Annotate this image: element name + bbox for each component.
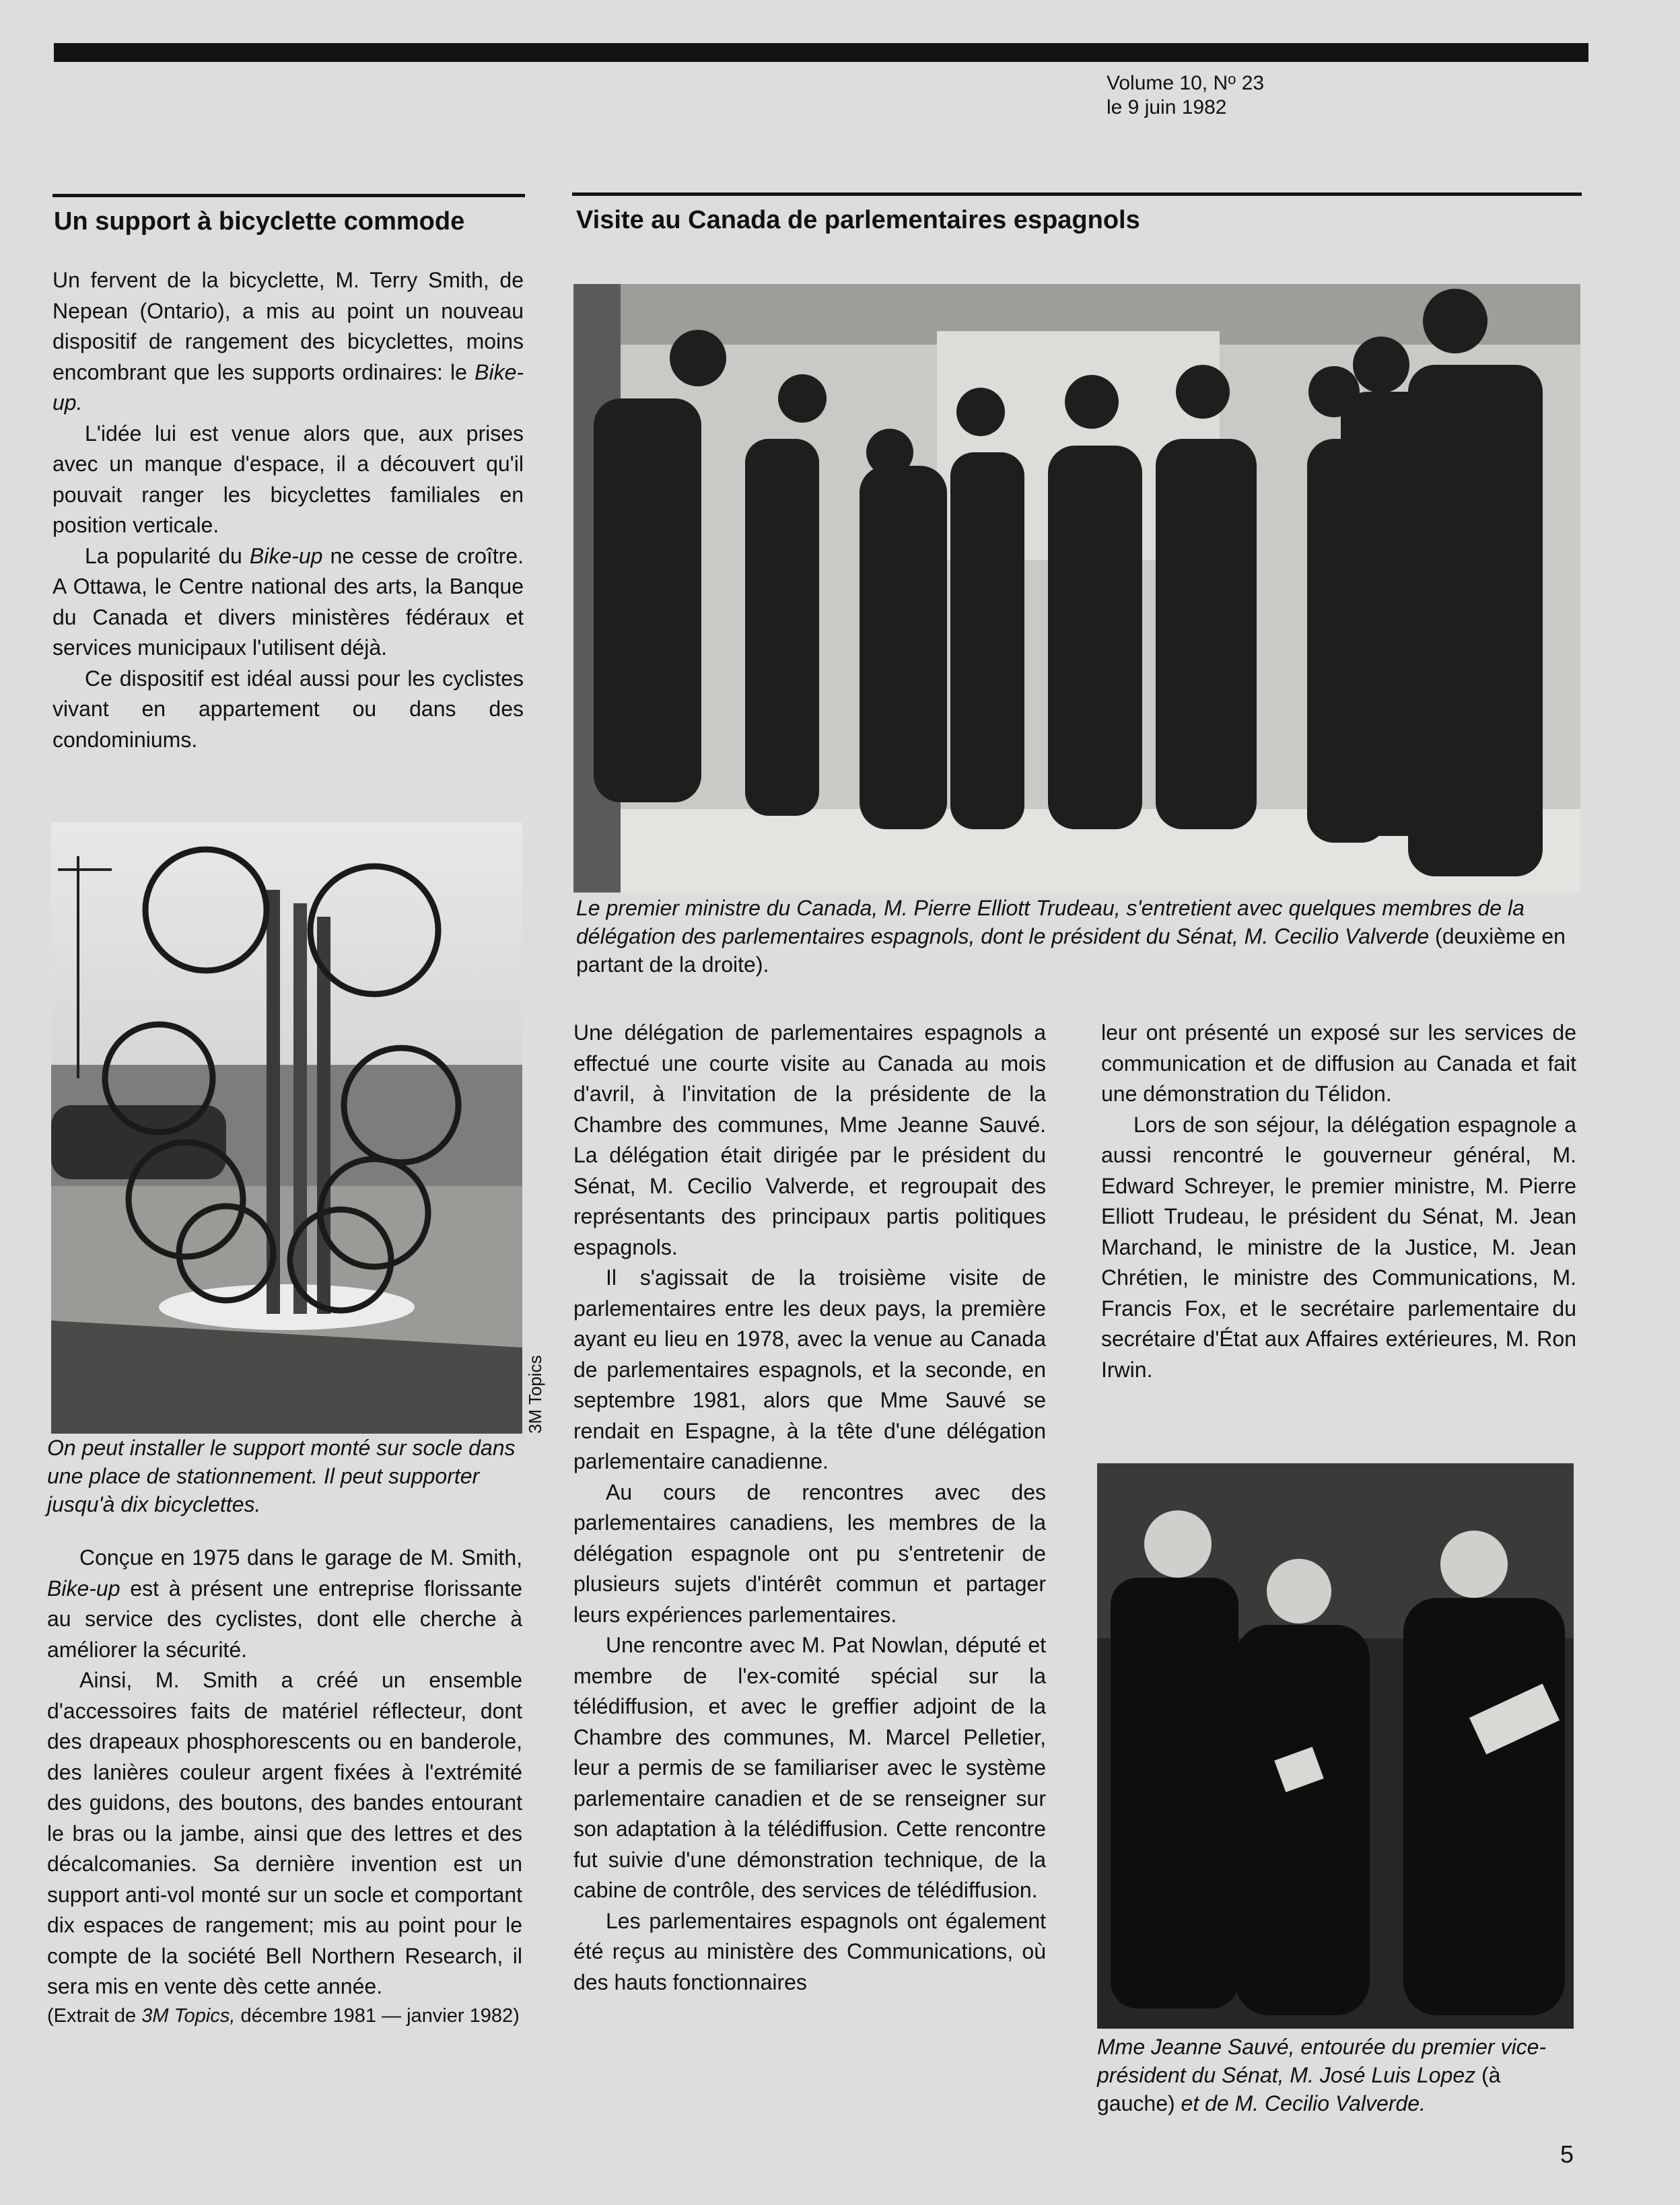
delegation-photo-caption: Le premier ministre du Canada, M. Pierre Elliott Trudeau, s'entretient avec quelques membres de la délégation des parlementaires espagnols, dont le président du Sénat, M. Cecilio Valverde (deuxième en partant de la droite). [576, 896, 1566, 977]
paragraph: L'idée lui est venue alors que, aux prises avec un manque d'espace, il a découvert qu'il pouvait ranger les bicyclettes familiales en position verticale. [53, 421, 524, 537]
volume-number: 23 [1236, 72, 1265, 94]
right-article-column-1 [573, 1018, 1046, 1998]
paragraph: La popularité du Bike-up ne cesse de croître. A Ottawa, le Centre national des arts, la Banque du Canada et divers ministères fédéraux et services municipaux l'utilisent déjà. [53, 543, 524, 660]
paragraph: Il s'agissait de la troisième visite de parlementaires entre les deux pays, la première ayant eu lieu en 1978, avec la venue au Canada de parlementaires espagnols, et la seconde, en septembre 1981, alors que Mme Sauvé se rendait en Espagne, à la tête d'une délégation parlementaire canadienne. [573, 1265, 1046, 1473]
bike-photo-caption: On peut installer le support monté sur socle dans une place de stationnement. Il peut supporter jusqu'à dix bicyclettes. [47, 1436, 516, 1516]
left-article-body-top [53, 265, 524, 755]
trudeau-delegation-photo [573, 284, 1580, 893]
paragraph: Un fervent de la bicyclette, M. Terry Smith, de Nepean (Ontario), a mis au point un nouveau dispositif de rangement des bicyclettes, moins encombrant que les supports ordinaires: le Bike-up. [53, 268, 524, 415]
bike-rack-illustration [51, 823, 522, 1434]
left-article-body-bottom [47, 1543, 522, 2029]
bike-rack-photo [51, 823, 522, 1434]
header-bar [54, 43, 1588, 62]
sauve-photo-caption: Mme Jeanne Sauvé, entourée du premier vice-président du Sénat, M. José Luis Lopez (à gauche) et de M. Cecilio Valverde. [1097, 2035, 1547, 2115]
left-article-title: Un support à bicyclette commode [54, 207, 465, 236]
paragraph: Conçue en 1975 dans le garage de M. Smith, Bike-up est à présent une entreprise florissante au service des cyclistes, dont elle cherche à améliorer la sécurité. [47, 1545, 523, 1662]
delegation-group-illustration [573, 284, 1580, 893]
paragraph: Lors de son séjour, la délégation espagnole a aussi rencontré le gouverneur général, M. Edward Schreyer, le premier ministre, M. Pierre Elliott Trudeau, le président du Sénat, M. Jean Marchand, le ministre de la Justice, M. Jean Chrétien, le ministre des Communications, M. Francis Fox, et le secrétaire parlementaire du secrétaire d'État aux Affaires extérieures, M. Ron Irwin. [1101, 1112, 1576, 1382]
paragraph: leur ont présenté un exposé sur les services de communication et de diffusion au Canada et fait une démonstration du Télidon. [1101, 1020, 1576, 1106]
sauve-group-illustration [1097, 1463, 1574, 2029]
page-number: 5 [1560, 2140, 1574, 2168]
photo-credit: 3M Topics [525, 1355, 545, 1434]
paragraph: Les parlementaires espagnols ont également été reçus au ministère des Communications, où des hauts fonctionnaires [573, 1908, 1046, 1994]
right-title-rule [572, 193, 1582, 196]
paragraph: Ce dispositif est idéal aussi pour les cyclistes vivant en appartement ou dans des condominiums. [53, 666, 524, 752]
right-article-column-2 [1101, 1018, 1576, 1385]
left-title-rule [53, 194, 525, 197]
paragraph: Une délégation de parlementaires espagnols a effectué une courte visite au Canada au mois d'avril, à l'invitation de la présidente de la Chambre des communes, Mme Jeanne Sauvé. La délégation était dirigée par le président du Sénat, M. Cecilio Valverde, et regroupait des représentants des principaux partis politiques espagnols. [573, 1020, 1046, 1259]
paragraph: Au cours de rencontres avec des parlementaires canadiens, les membres de la délégation espagnole ont pu s'entretenir de plusieurs sujets d'intérêt commun et partager leurs expériences parlementaires. [573, 1479, 1046, 1627]
source-note: (Extrait de 3M Topics, décembre 1981 — janvier 1982) [47, 2004, 520, 2027]
sauve-photo [1097, 1463, 1574, 2029]
issue-info [1107, 67, 1264, 120]
paragraph: Ainsi, M. Smith a créé un ensemble d'accessoires faits de matériel réflecteur, dont des drapeaux phosphorescents ou en banderole, des lanières couleur argent fixées à l'extrémité des guidons, des boutons, des bandes entourant le bras ou la jambe, ainsi que des lettres et des décalcomanies. Sa dernière invention est un support anti-vol monté sur un socle et comportant dix espaces de rangement; mis au point pour le compte de la société Bell Northern Research, il sera mis en vente dès cette année. [47, 1668, 522, 1998]
volume-label: Volume 10, N [1107, 72, 1228, 94]
right-article-title: Visite au Canada de parlementaires espagnols [576, 206, 1140, 234]
volume-sup: o [1228, 71, 1236, 88]
issue-date: le 9 juin 1982 [1107, 96, 1227, 118]
paragraph: Une rencontre avec M. Pat Nowlan, député et membre de l'ex-comité spécial sur la télédiffusion, et avec le greffier adjoint de la Chambre des communes, M. Marcel Pelletier, leur a permis de se familiariser avec le système parlementaire canadien et de se renseigner sur son adaptation à la télédiffusion. Cette rencontre fut suivie d'une démonstration technique, de la cabine de contrôle, des services de télédiffusion. [573, 1633, 1046, 1902]
